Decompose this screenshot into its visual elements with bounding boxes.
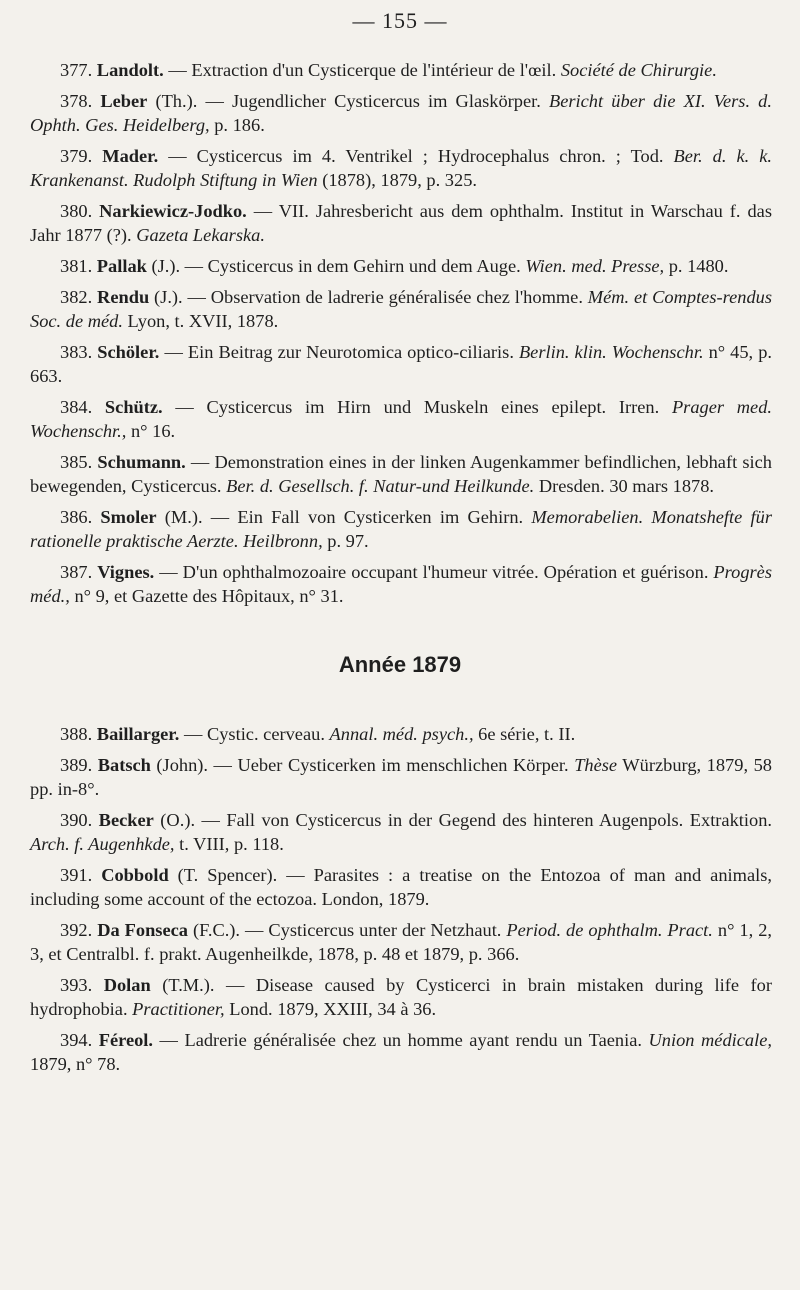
bibliography-entry [30,1028,772,1076]
bibliography-entry [30,450,772,498]
bibliography-entry [30,753,772,801]
entry-text: — Ein Beitrag zur Neurotomica optico-ciliaris. [159,341,519,362]
entry-details: 1879, n° 78. [30,1054,121,1074]
entry-text: — Cysticercus im 4. Ventrikel ; Hydrocephalus chron. ; Tod. [158,145,674,166]
entry-details: n° 16. [126,420,176,441]
bibliography-entry [30,58,772,82]
entry-source: Société de Chirurgie. [560,60,717,80]
entry-number: 377. [60,60,93,80]
bibliography-entry [30,254,772,278]
entry-source: Practitioner, [132,999,225,1019]
entry-number: 389. [60,754,93,775]
bibliography-entry [30,199,772,247]
bibliography-entry [30,89,772,137]
entry-source: Prager med. Wochenschr., [30,396,772,441]
entry-details: p. 186. [209,115,265,135]
entry-number: 386. [60,506,93,527]
entry-text: — Demonstration eines in der linken Augenkammer befindlichen, lebhaft sich bewegenden, Cysticercus. [30,451,772,496]
entry-text: — Cysticercus im Hirn und Muskeln eines epilept. Irren. [162,396,672,417]
bibliography-entry [30,144,772,192]
entry-author: Vignes. [97,561,155,582]
entry-number: 387. [60,561,93,582]
entry-source: Ber. d. Gesellsch. f. Natur-und Heilkunde. [226,475,535,496]
entry-text: (T. Spencer). — Parasites : a treatise on the Entozoa of man and animals, including some account of the ectozoa. London, 1879. [30,864,772,909]
entry-number: 382. [60,286,93,307]
entry-number: 379. [60,145,93,166]
bibliography-entry [30,973,772,1021]
entry-text: — Extraction d'un Cysticerque de l'intérieur de l'œil. [163,60,561,80]
entry-number: 388. [60,724,93,744]
bibliography-entry [30,285,772,333]
entry-author: Da Fonseca [97,919,188,940]
entry-source: Berlin. klin. Wochenschr. [518,341,704,362]
bibliography-list-1878 [30,58,772,615]
entry-source: Wien. med. Presse, [525,255,665,276]
entry-details: p. 97. [322,530,369,551]
bibliography-list-1879 [30,722,772,1083]
entry-number: 392. [60,919,93,940]
bibliography-entry [30,560,772,608]
entry-details: Dresden. 30 mars 1878. [534,475,715,496]
entry-source: Annal. méd. psych., [329,724,474,744]
entry-author: Batsch [97,754,151,775]
entry-text: — Ladrerie généralisée chez un homme ayant rendu un Taenia. [153,1029,649,1050]
entry-text: (Th.). — Jugendlicher Cysticercus im Glaskörper. [147,90,549,111]
entry-text: (J.). — Observation de ladrerie généralisée chez l'homme. [149,286,588,307]
bibliography-entry [30,395,772,443]
entry-details: Würzburg, 1879, 58 pp. in-8°. [30,754,772,799]
entry-text: (F.C.). — Cysticercus unter der Netzhaut. [187,919,507,940]
entry-source: Progrès méd., [30,561,772,606]
entry-text: (O.). — Fall von Cysticercus in der Gegend des hinteren Augenpols. Extraktion. [153,809,772,830]
entry-number: 383. [60,341,93,362]
entry-source: Ber. d. k. k. Krankenanst. Rudolph Stiftung in Wien [30,145,773,190]
entry-source: Arch. f. Augenhkde, [30,834,175,854]
entry-source: Memorabelien. Monatshefte für rationelle praktische Aerzte. Heilbronn, [30,506,772,551]
entry-source: Thèse [574,754,618,775]
entry-details: t. VIII, p. 118. [174,834,284,854]
entry-details: n° 45, p. 663. [30,341,772,386]
entry-author: Leber [100,90,148,111]
entry-text: (John). — Ueber Cysticerken im menschlichen Körper. [150,754,575,775]
entry-number: 390. [60,809,93,830]
entry-source: Bericht über die XI. Vers. d. Ophth. Ges. Heidelberg, [30,90,772,135]
bibliography-entry [30,340,772,388]
bibliography-entry [30,918,772,966]
entry-text: (T.M.). — Disease caused by Cysticerci in brain mistaken during life for hydrophobia. [30,974,772,1019]
page-number: — 155 — [352,8,448,33]
entry-details: 6e série, t. II. [473,724,576,744]
entry-text: (J.). — Cysticercus in dem Gehirn und dem Auge. [146,255,526,276]
entry-details: n° 1, 2, 3, et Centralbl. f. prakt. Augenheilkde, 1878, p. 48 et 1879, p. 366. [30,919,772,964]
entry-author: Schumann. [97,451,186,472]
entry-author: Becker [98,809,154,830]
entry-author: Schöler. [97,341,160,362]
entry-details: n° 9, et Gazette des Hôpitaux, n° 31. [69,585,344,606]
entry-author: Narkiewicz-Jodko. [99,200,247,221]
entry-number: 378. [60,90,93,111]
entry-details: Lyon, t. XVII, 1878. [122,310,279,331]
entry-source: Gazeta Lekarska. [136,225,265,245]
bibliography-entry [30,505,772,553]
entry-number: 393. [60,974,93,995]
entry-number: 394. [60,1029,93,1050]
bibliography-entry [30,808,772,856]
entry-author: Cobbold [101,864,169,885]
entry-author: Dolan [103,974,151,995]
entry-author: Rendu [97,286,150,307]
entry-details: p. 1480. [664,255,729,276]
entry-author: Pallak [96,255,147,276]
entry-source: Mém. et Comptes-rendus Soc. de méd. [30,286,772,331]
entry-text: — Cystic. cerveau. [179,724,330,744]
entry-text: — D'un ophthalmozoaire occupant l'humeur vitrée. Opération et guérison. [154,561,714,582]
entry-details: Lond. 1879, XXIII, 34 à 36. [224,999,437,1019]
bibliography-entry [30,722,772,746]
entry-text: (M.). — Ein Fall von Cysticerken im Gehirn. [156,506,532,527]
entry-author: Féreol. [98,1029,154,1050]
entry-author: Landolt. [96,60,164,80]
entry-number: 380. [60,200,93,221]
section-title: Année 1879 [338,652,462,677]
entry-number: 381. [60,255,93,276]
entry-source: Period. de ophthalm. Pract. [506,919,713,940]
entry-details: (1878), 1879, p. 325. [317,170,477,190]
entry-number: 384. [60,396,93,417]
entry-number: 385. [60,451,93,472]
entry-author: Mader. [102,145,159,166]
entry-author: Baillarger. [96,724,180,744]
entry-number: 391. [60,864,93,885]
bibliography-entry [30,863,772,911]
entry-source: Union médicale, [648,1029,772,1050]
entry-text: — VII. Jahresbericht aus dem ophthalm. Institut in Warschau f. das Jahr 1877 (?). [30,200,772,245]
entry-author: Smoler [100,506,157,527]
entry-author: Schütz. [104,396,163,417]
